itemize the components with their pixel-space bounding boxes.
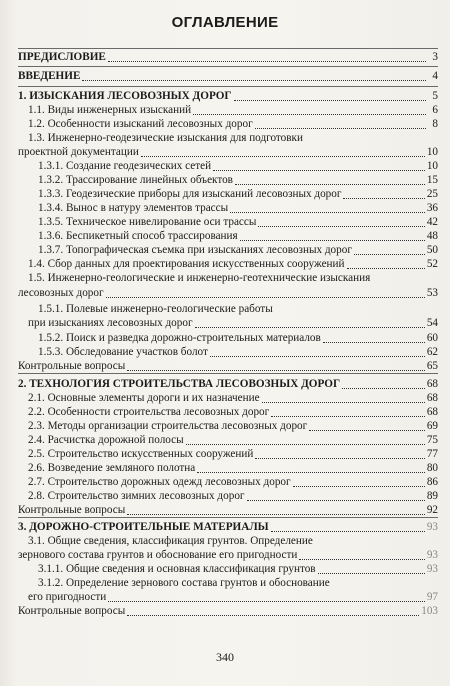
toc-entry — [28, 420, 438, 433]
entry-text: 1.5.1. Полевые инженерно-геологические работы — [38, 303, 273, 315]
entry-text: Контрольные вопросы — [18, 504, 126, 516]
entry-text: 1.3.3. Геодезические приборы для изысканий лесовозных дорог — [38, 188, 342, 200]
section-separator — [18, 517, 438, 518]
section-separator — [18, 86, 438, 87]
toc-entry — [38, 563, 438, 576]
toc-entry — [38, 230, 438, 243]
toc-entry — [18, 504, 438, 517]
entry-page: 68 — [426, 392, 438, 404]
toc-entry — [28, 434, 438, 447]
entry-text: 1.4. Сбор данных для проектирования искусственных сооружений — [28, 258, 345, 270]
entry-text: 2.1. Основные элементы дороги и их назначение — [28, 392, 260, 404]
entry-page: 93 — [426, 549, 438, 561]
toc-entry — [28, 392, 438, 405]
entry-page: 6 — [432, 104, 438, 116]
entry-page: 75 — [426, 434, 438, 446]
toc-entry — [28, 476, 438, 489]
entry-page: 65 — [426, 360, 438, 372]
entry-page: 93 — [426, 521, 438, 533]
entry-page: 77 — [426, 448, 438, 460]
entry-page: 103 — [421, 605, 438, 617]
entry-text: 1.2. Особенности изысканий лесовозных дорог — [28, 118, 253, 130]
entry-text: проектной документации — [18, 146, 139, 158]
entry-text: 3.1.1. Общие сведения и основная классификация грунтов — [38, 563, 316, 575]
toc-title: ОГЛАВЛЕНИЕ — [171, 14, 279, 31]
entry-page: 48 — [426, 230, 438, 242]
toc-entry-preface — [18, 51, 438, 64]
entry-text: 1.3. Инженерно-геодезические изыскания для подготовки — [28, 132, 303, 144]
entry-page: 15 — [426, 174, 438, 186]
entry-text: Контрольные вопросы — [18, 605, 126, 617]
toc-entry — [38, 216, 438, 229]
toc-entry — [28, 104, 438, 117]
entry-page: 54 — [426, 317, 438, 329]
toc-entry — [38, 332, 438, 345]
entry-text: 2.5. Строительство искусственных сооружений — [28, 448, 254, 460]
entry-text: 3.1.2. Определение зернового состава грунтов и обоснование — [38, 577, 330, 589]
entry-text: 2.2. Особенности строительства лесовозных дорог — [28, 406, 270, 418]
entry-page: 80 — [426, 462, 438, 474]
entry-text: 1.3.6. Беспикетный способ трассирования — [38, 230, 238, 242]
entry-text: зернового состава грунтов и обоснование его пригодности — [18, 549, 298, 561]
entry-text: 1.3.5. Техническое нивелирование оси трассы — [38, 216, 257, 228]
toc-entry — [28, 462, 438, 475]
toc-entry — [18, 287, 438, 300]
toc-entry — [38, 202, 438, 215]
toc-entry — [18, 605, 438, 618]
entry-text: 1.5. Инженерно-геологические и инженерно-геотехнические изыскания — [28, 272, 371, 284]
toc-entry — [28, 258, 438, 271]
toc-entry — [28, 448, 438, 461]
toc-entry — [38, 303, 438, 316]
entry-text: 2.4. Расчистка дорожной полосы — [28, 434, 184, 446]
entry-text: 3. ДОРОЖНО-СТРОИТЕЛЬНЫЕ МАТЕРИАЛЫ — [18, 521, 269, 533]
entry-page: 68 — [426, 378, 438, 390]
toc-entry — [18, 549, 438, 562]
entry-page: 60 — [426, 332, 438, 344]
toc-entry — [38, 188, 438, 201]
entry-text: при изысканиях лесовозных дорог — [28, 317, 193, 329]
entry-page: 86 — [426, 476, 438, 488]
entry-text: лесовозных дорог — [18, 287, 104, 299]
toc-entry — [28, 118, 438, 131]
entry-text: 1.3.1. Создание геодезических сетей — [38, 160, 212, 172]
entry-page: 10 — [426, 160, 438, 172]
toc-entry — [28, 591, 438, 604]
section-separator — [18, 66, 438, 67]
entry-text: его пригодности — [28, 591, 107, 603]
toc-entry-chapter-1 — [18, 90, 438, 103]
entry-text: 2.7. Строительство дорожных одежд лесовозных дорог — [28, 476, 291, 488]
toc-entry — [28, 272, 438, 285]
entry-text: 2.3. Методы организации строительства лесовозных дорог — [28, 420, 308, 432]
entry-page: 89 — [426, 490, 438, 502]
entry-text: 1.3.2. Трассирование линейных объектов — [38, 174, 233, 186]
entry-text: 1.5.2. Поиск и разведка дорожно-строительных материалов — [38, 332, 321, 344]
entry-text: 1.1. Виды инженерных изысканий — [28, 104, 192, 116]
page-number: 340 — [216, 650, 234, 664]
toc-entry — [38, 174, 438, 187]
toc-entry-introduction — [18, 70, 438, 83]
section-separator — [18, 373, 438, 374]
toc-entry — [28, 535, 438, 548]
entry-page: 50 — [426, 244, 438, 256]
entry-text: 1.3.4. Вынос в натуру элементов трассы — [38, 202, 229, 214]
toc-entry — [28, 490, 438, 503]
entry-page: 10 — [426, 146, 438, 158]
toc-entry — [38, 160, 438, 173]
entry-page: 69 — [426, 420, 438, 432]
section-separator — [18, 48, 438, 49]
entry-page: 36 — [426, 202, 438, 214]
entry-page: 42 — [426, 216, 438, 228]
toc-entry — [38, 346, 438, 359]
toc-entry — [18, 360, 438, 373]
toc-entry — [28, 406, 438, 419]
entry-page: 25 — [426, 188, 438, 200]
entry-text: 1.5.3. Обследование участков болот — [38, 346, 208, 358]
entry-page: 68 — [426, 406, 438, 418]
entry-text: 2. ТЕХНОЛОГИЯ СТРОИТЕЛЬСТВА ЛЕСОВОЗНЫХ ДОРОГ — [18, 378, 341, 390]
entry-text: 2.6. Возведение земляного полотна — [28, 462, 196, 474]
entry-page: 93 — [426, 563, 438, 575]
entry-page: 3 — [432, 51, 438, 63]
entry-text: ПРЕДИСЛОВИЕ — [18, 51, 106, 63]
entry-page: 5 — [432, 90, 438, 102]
toc-entry — [28, 132, 438, 145]
entry-text: 1. ИЗЫСКАНИЯ ЛЕСОВОЗНЫХ ДОРОГ — [18, 90, 232, 102]
entry-text: 2.8. Строительство зимних лесовозных дорог — [28, 490, 245, 502]
entry-page: 62 — [426, 346, 438, 358]
toc-entry — [28, 317, 438, 330]
entry-page: 4 — [432, 70, 438, 82]
entry-page: 53 — [426, 287, 438, 299]
toc-entry — [38, 577, 438, 590]
entry-text: 3.1. Общие сведения, классификация грунтов. Определение — [28, 535, 313, 547]
entry-page: 97 — [426, 591, 438, 603]
entry-text: ВВЕДЕНИЕ — [18, 70, 81, 82]
entry-text: Контрольные вопросы — [18, 360, 126, 372]
toc-entry-chapter-3 — [18, 521, 438, 534]
entry-page: 8 — [432, 118, 438, 130]
toc-entry-chapter-2 — [18, 378, 438, 391]
toc-entry — [18, 146, 438, 159]
entry-text: 1.3.7. Топографическая съемка при изысканиях лесовозных дорог — [38, 244, 352, 256]
entry-page: 52 — [426, 258, 438, 270]
toc-entry — [38, 244, 438, 257]
entry-page: 92 — [426, 504, 438, 516]
